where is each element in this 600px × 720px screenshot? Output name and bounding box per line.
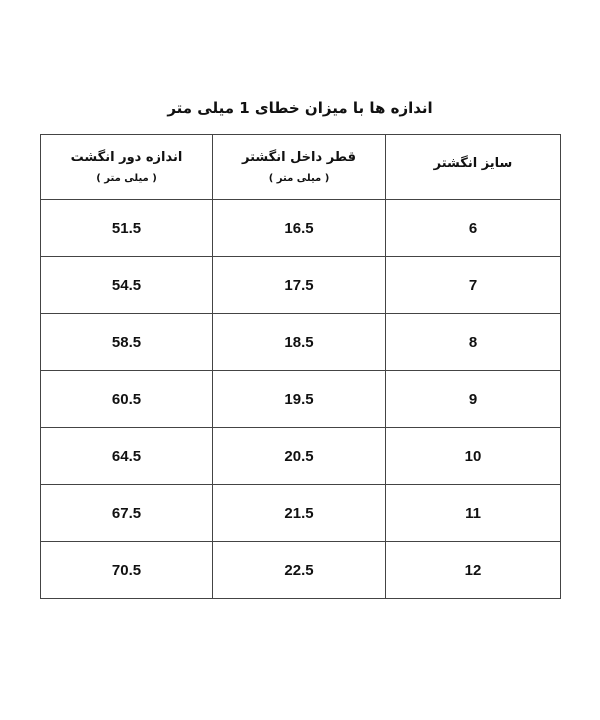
cell-inner-diameter: 16.5 [213,200,386,257]
table-row [41,428,561,485]
cell-ring-size: 12 [386,542,561,599]
header-inner-diameter [213,135,386,200]
header-label: اندازه دور انگشت [70,150,183,165]
cell-ring-size: 9 [386,371,561,428]
cell-finger-circumference: 54.5 [41,257,213,314]
cell-finger-circumference: 67.5 [41,485,213,542]
cell-ring-size: 11 [386,485,561,542]
cell-ring-size: 10 [386,428,561,485]
cell-inner-diameter: 19.5 [213,371,386,428]
cell-ring-size: 7 [386,257,561,314]
cell-ring-size: 6 [386,200,561,257]
cell-inner-diameter: 22.5 [213,542,386,599]
table-row [41,542,561,599]
table-row [41,371,561,428]
cell-inner-diameter: 17.5 [213,257,386,314]
page-title: اندازه ها با میزان خطای 1 میلی متر [167,99,433,117]
cell-finger-circumference: 64.5 [41,428,213,485]
table-row [41,200,561,257]
table-row [41,485,561,542]
cell-finger-circumference: 60.5 [41,371,213,428]
header-ring-size [386,135,561,200]
header-finger-circumference [41,135,213,200]
header-unit: ( میلی متر ) [268,173,330,184]
table-row [41,314,561,371]
header-label: سایز انگشتر [433,155,513,171]
cell-finger-circumference: 51.5 [41,200,213,257]
ring-size-table [40,134,561,599]
cell-inner-diameter: 21.5 [213,485,386,542]
cell-inner-diameter: 18.5 [213,314,386,371]
cell-ring-size: 8 [386,314,561,371]
table-header-row [41,135,561,200]
header-unit: ( میلی متر ) [96,173,157,184]
cell-finger-circumference: 70.5 [41,542,213,599]
header-label: قطر داخل انگشتر [242,150,356,165]
table-row [41,257,561,314]
cell-finger-circumference: 58.5 [41,314,213,371]
cell-inner-diameter: 20.5 [213,428,386,485]
